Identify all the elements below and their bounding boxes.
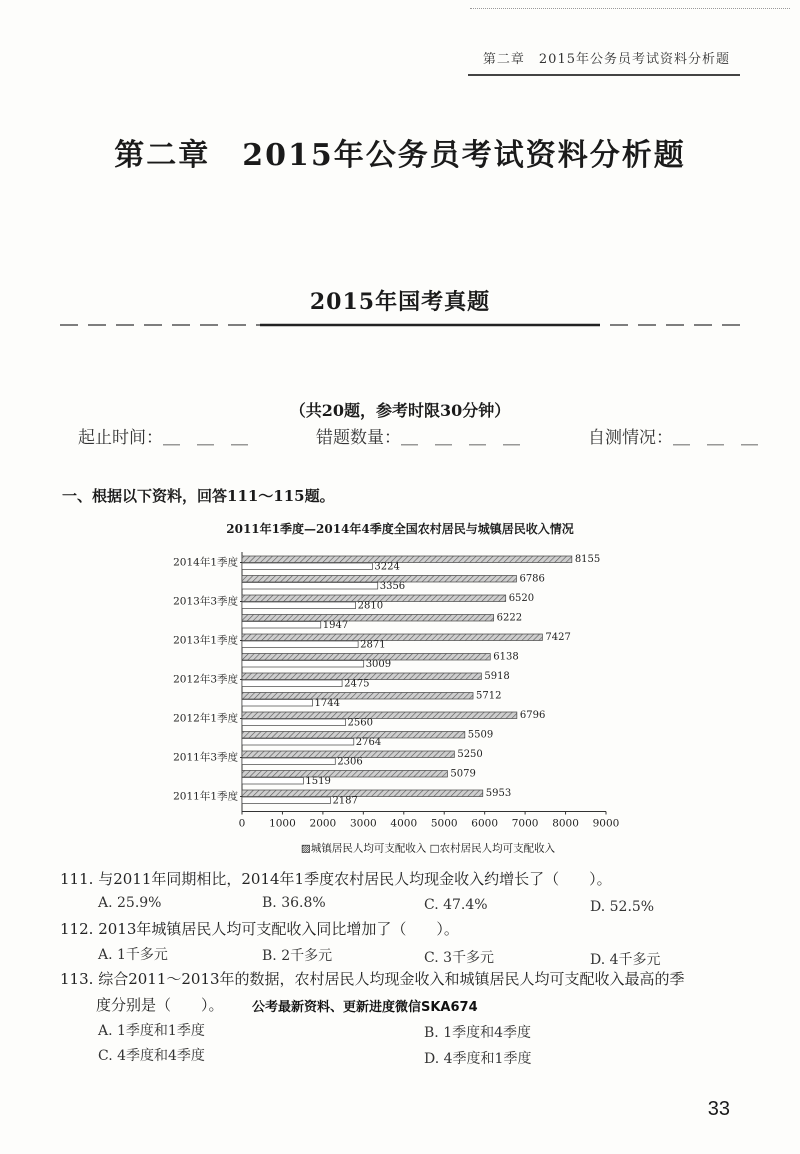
option-111-d: D. 52.5% — [590, 899, 655, 915]
bar-rural — [242, 797, 330, 804]
bar-label-urban: 5509 — [467, 729, 494, 741]
bar-rural — [242, 778, 303, 785]
x-tick-label: 9000 — [592, 817, 620, 830]
question-number: 111. — [60, 870, 94, 888]
x-tick-label: 6000 — [471, 817, 499, 830]
chart-title: 2011年1季度—2014年4季度全国农村居民与城镇居民收入情况 — [226, 522, 574, 536]
correct-count-field: 错题数量：＿ ＿ ＿ ＿ — [316, 428, 520, 448]
x-tick-label: 3000 — [349, 817, 377, 830]
category-label: 2012年1季度 — [173, 712, 238, 725]
bar-rural — [242, 602, 356, 609]
bar-label-rural: 1947 — [322, 620, 349, 631]
bar-rural — [242, 661, 364, 668]
watermark: 公考最新资料、更新进度微信SKA674 — [252, 1000, 478, 1015]
bar-label-urban: 5918 — [484, 671, 510, 682]
question-text: 与2011年同期相比，2014年1季度农村居民人均现金收入约增长了（ ）。 — [98, 870, 612, 888]
bar-label-rural: 3356 — [379, 581, 406, 592]
x-tick-label: 5000 — [430, 817, 458, 830]
category-label: 2013年3季度 — [173, 595, 238, 608]
question-113-cont: 度分别是（ ）。 — [96, 996, 224, 1014]
income-bar-chart — [150, 548, 630, 866]
chart-legend: ▨城镇居民人均可支配收入 □农村居民人均可支配收入 — [300, 842, 556, 855]
bar-urban — [242, 556, 572, 563]
bar-rural — [242, 622, 321, 629]
option-111-a: A. 25.9% — [98, 895, 162, 911]
bar-label-rural: 2475 — [344, 678, 370, 690]
bar-rural — [242, 680, 342, 687]
bar-rural — [242, 641, 358, 648]
option-112-c: C. 3千多元 — [424, 950, 495, 966]
category-label: 2011年3季度 — [173, 751, 238, 764]
bar-rural — [242, 758, 335, 765]
bar-label-rural: 1744 — [314, 698, 340, 709]
bar-label-urban: 5250 — [457, 749, 483, 760]
category-label: 2011年1季度 — [173, 790, 238, 803]
question-112 — [60, 918, 459, 939]
x-tick-label: 8000 — [552, 817, 579, 830]
bar-label-urban: 5079 — [450, 768, 476, 780]
category-label: 2014年1季度 — [173, 556, 238, 569]
question-number: 113. — [60, 970, 94, 988]
chapter-title: 第二章 2015年公务员考试资料分析题 — [114, 138, 686, 173]
bar-urban — [242, 693, 473, 700]
bar-urban — [242, 615, 494, 622]
option-113-a: A. 1季度和1季度 — [98, 1023, 205, 1039]
question-number: 112. — [60, 920, 94, 938]
x-tick-label: 7000 — [511, 817, 539, 830]
bar-label-rural: 1519 — [305, 776, 331, 787]
section-rule — [60, 322, 740, 328]
bar-label-rural: 2871 — [360, 639, 386, 651]
bar-label-urban: 6138 — [493, 651, 519, 663]
bar-rural — [242, 739, 354, 746]
bar-urban — [242, 790, 483, 797]
category-label: 2013年1季度 — [173, 634, 238, 647]
bar-label-rural: 2810 — [357, 600, 384, 612]
meta-line: （共20题，参考时限30分钟） — [289, 401, 511, 420]
page-number: 33 — [707, 1098, 730, 1120]
bar-label-urban: 6796 — [519, 710, 546, 721]
option-113-b: B. 1季度和4季度 — [424, 1025, 532, 1041]
bar-label-rural: 2560 — [347, 717, 373, 729]
bar-label-urban: 5712 — [476, 690, 502, 702]
option-111-b: B. 36.8% — [262, 895, 326, 911]
bar-label-rural: 3009 — [365, 659, 392, 670]
option-111-c: C. 47.4% — [424, 897, 488, 913]
question-group-heading: 一、根据以下资料，回答111～115题。 — [62, 487, 335, 505]
header-rule — [468, 74, 740, 76]
x-tick-label: 4000 — [390, 817, 418, 830]
bar-urban — [242, 771, 447, 778]
bar-rural — [242, 583, 378, 590]
x-tick-label: 1000 — [269, 817, 296, 830]
bar-rural — [242, 700, 313, 707]
self-eval-field: 自测情况：＿ ＿ ＿ — [588, 428, 758, 448]
option-113-d: D. 4季度和1季度 — [424, 1051, 532, 1067]
bar-label-rural: 3224 — [374, 561, 400, 573]
x-tick-label: 0 — [238, 817, 246, 830]
bar-urban — [242, 732, 465, 739]
category-label: 2012年3季度 — [173, 673, 238, 686]
bar-label-rural: 2306 — [337, 756, 363, 768]
bar-label-urban: 6520 — [508, 593, 535, 604]
question-text: 综合2011～2013年的数据，农村居民人均现金收入和城镇居民人均可支配收入最高的季 — [98, 970, 685, 988]
bar-label-urban: 6786 — [519, 573, 545, 585]
question-113 — [60, 968, 740, 989]
section-title: 2015年国考真题 — [309, 289, 491, 315]
bar-rural — [242, 719, 346, 726]
question-111 — [60, 868, 612, 889]
question-text: 2013年城镇居民人均可支配收入同比增加了（ ）。 — [98, 920, 459, 938]
option-113-c: C. 4季度和4季度 — [98, 1048, 205, 1064]
x-tick-label: 2000 — [309, 817, 337, 830]
bar-rural — [242, 563, 372, 570]
option-112-a: A. 1千多元 — [98, 947, 168, 963]
bar-label-urban: 8155 — [574, 554, 601, 565]
running-header: 第二章 2015年公务员考试资料分析题 — [482, 52, 730, 67]
bar-urban — [242, 712, 517, 719]
bar-label-urban: 5953 — [485, 788, 512, 799]
start-time-field: 起止时间：＿ ＿ ＿ — [78, 428, 248, 448]
scan-artifact-line — [470, 8, 790, 9]
option-112-d: D. 4千多元 — [590, 952, 661, 968]
bar-urban — [242, 634, 542, 641]
bar-label-urban: 6222 — [496, 612, 523, 624]
bar-label-rural: 2764 — [355, 737, 382, 748]
bar-label-rural: 2187 — [332, 795, 358, 807]
bar-label-urban: 7427 — [545, 632, 571, 643]
option-112-b: B. 2千多元 — [262, 948, 333, 964]
fill-fields — [78, 423, 758, 448]
